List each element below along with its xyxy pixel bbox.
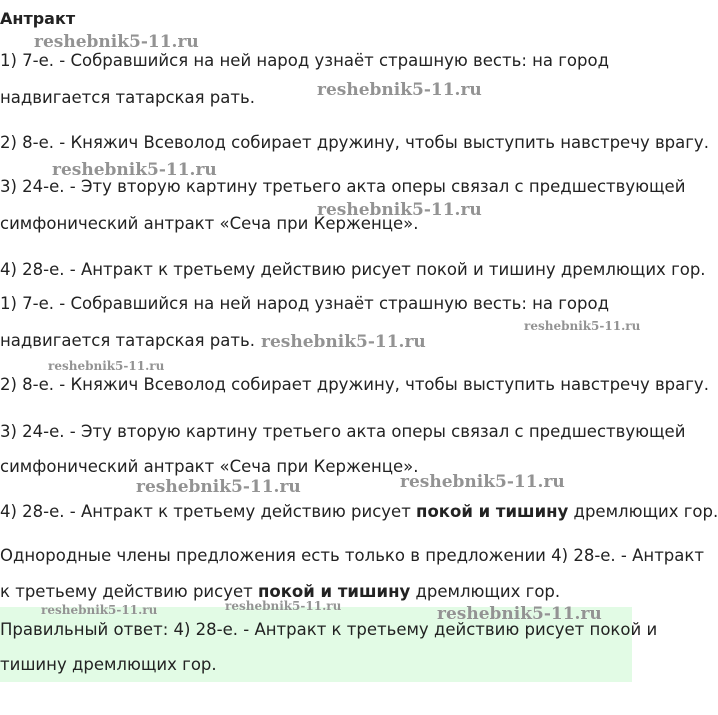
- homogeneous-members-bold: покой и тишину: [416, 502, 569, 521]
- watermark: reshebnik5-11.ru: [524, 319, 641, 333]
- watermark: reshebnik5-11.ru: [34, 32, 199, 52]
- block1-line-4: 3) 24-е. - Эту вторую картину третьего акта оперы связал с предшествующей: [0, 177, 686, 196]
- watermark: reshebnik5-11.ru: [136, 477, 301, 497]
- block2-line-1: 1) 7-е. - Собравшийся на ней народ узнаёт страшную весть: на город: [0, 294, 610, 313]
- section-title: Антракт: [0, 9, 76, 28]
- watermark: reshebnik5-11.ru: [261, 332, 426, 352]
- block1-line-3: 2) 8-е. - Княжич Всеволод собирает дружину, чтобы выступить навстречу врагу.: [0, 133, 709, 152]
- block2-line-6-start: 4) 28-е. - Антракт к третьему действию рисует: [0, 502, 417, 521]
- explanation-line-2-start: к третьему действию рисует: [0, 582, 258, 601]
- watermark: reshebnik5-11.ru: [225, 599, 342, 613]
- watermark: reshebnik5-11.ru: [52, 160, 217, 180]
- block2-line-6: [0, 501, 718, 523]
- explanation-line-1: Однородные члены предложения есть только в предложении 4) 28-е. - Антракт: [0, 546, 704, 565]
- watermark: reshebnik5-11.ru: [48, 359, 165, 373]
- block2-line-2: надвигается татарская рать.: [0, 331, 255, 350]
- watermark: reshebnik5-11.ru: [317, 200, 482, 220]
- block2-line-5: симфонический антракт «Сеча при Керженце».: [0, 457, 419, 476]
- block1-line-1: 1) 7-е. - Собравшийся на ней народ узнаёт страшную весть: на город: [0, 51, 610, 70]
- watermark: reshebnik5-11.ru: [41, 603, 158, 617]
- block1-line-2: надвигается татарская рать.: [0, 88, 255, 107]
- explanation-bold-phrase: покой и тишину: [257, 582, 411, 601]
- answer-line-2: тишину дремлющих гор.: [0, 655, 217, 674]
- block1-line-5: симфонический антракт «Сеча при Керженце».: [0, 214, 419, 233]
- block1-line-6: 4) 28-е. - Антракт к третьему действию рисует покой и тишину дремлющих гор.: [0, 260, 706, 279]
- watermark: reshebnik5-11.ru: [437, 604, 602, 624]
- explanation-line-2-end: дремлющих гор.: [410, 582, 561, 601]
- block2-line-6-end: дремлющих гор.: [568, 502, 718, 521]
- block2-line-3: 2) 8-е. - Княжич Всеволод собирает дружину, чтобы выступить навстречу врагу.: [0, 375, 709, 394]
- answer-line-1: Правильный ответ: 4) 28-е. - Антракт к третьему действию рисует покой и: [0, 620, 658, 639]
- block2-line-4: 3) 24-е. - Эту вторую картину третьего акта оперы связал с предшествующей: [0, 422, 686, 441]
- watermark: reshebnik5-11.ru: [317, 80, 482, 100]
- watermark: reshebnik5-11.ru: [400, 472, 565, 492]
